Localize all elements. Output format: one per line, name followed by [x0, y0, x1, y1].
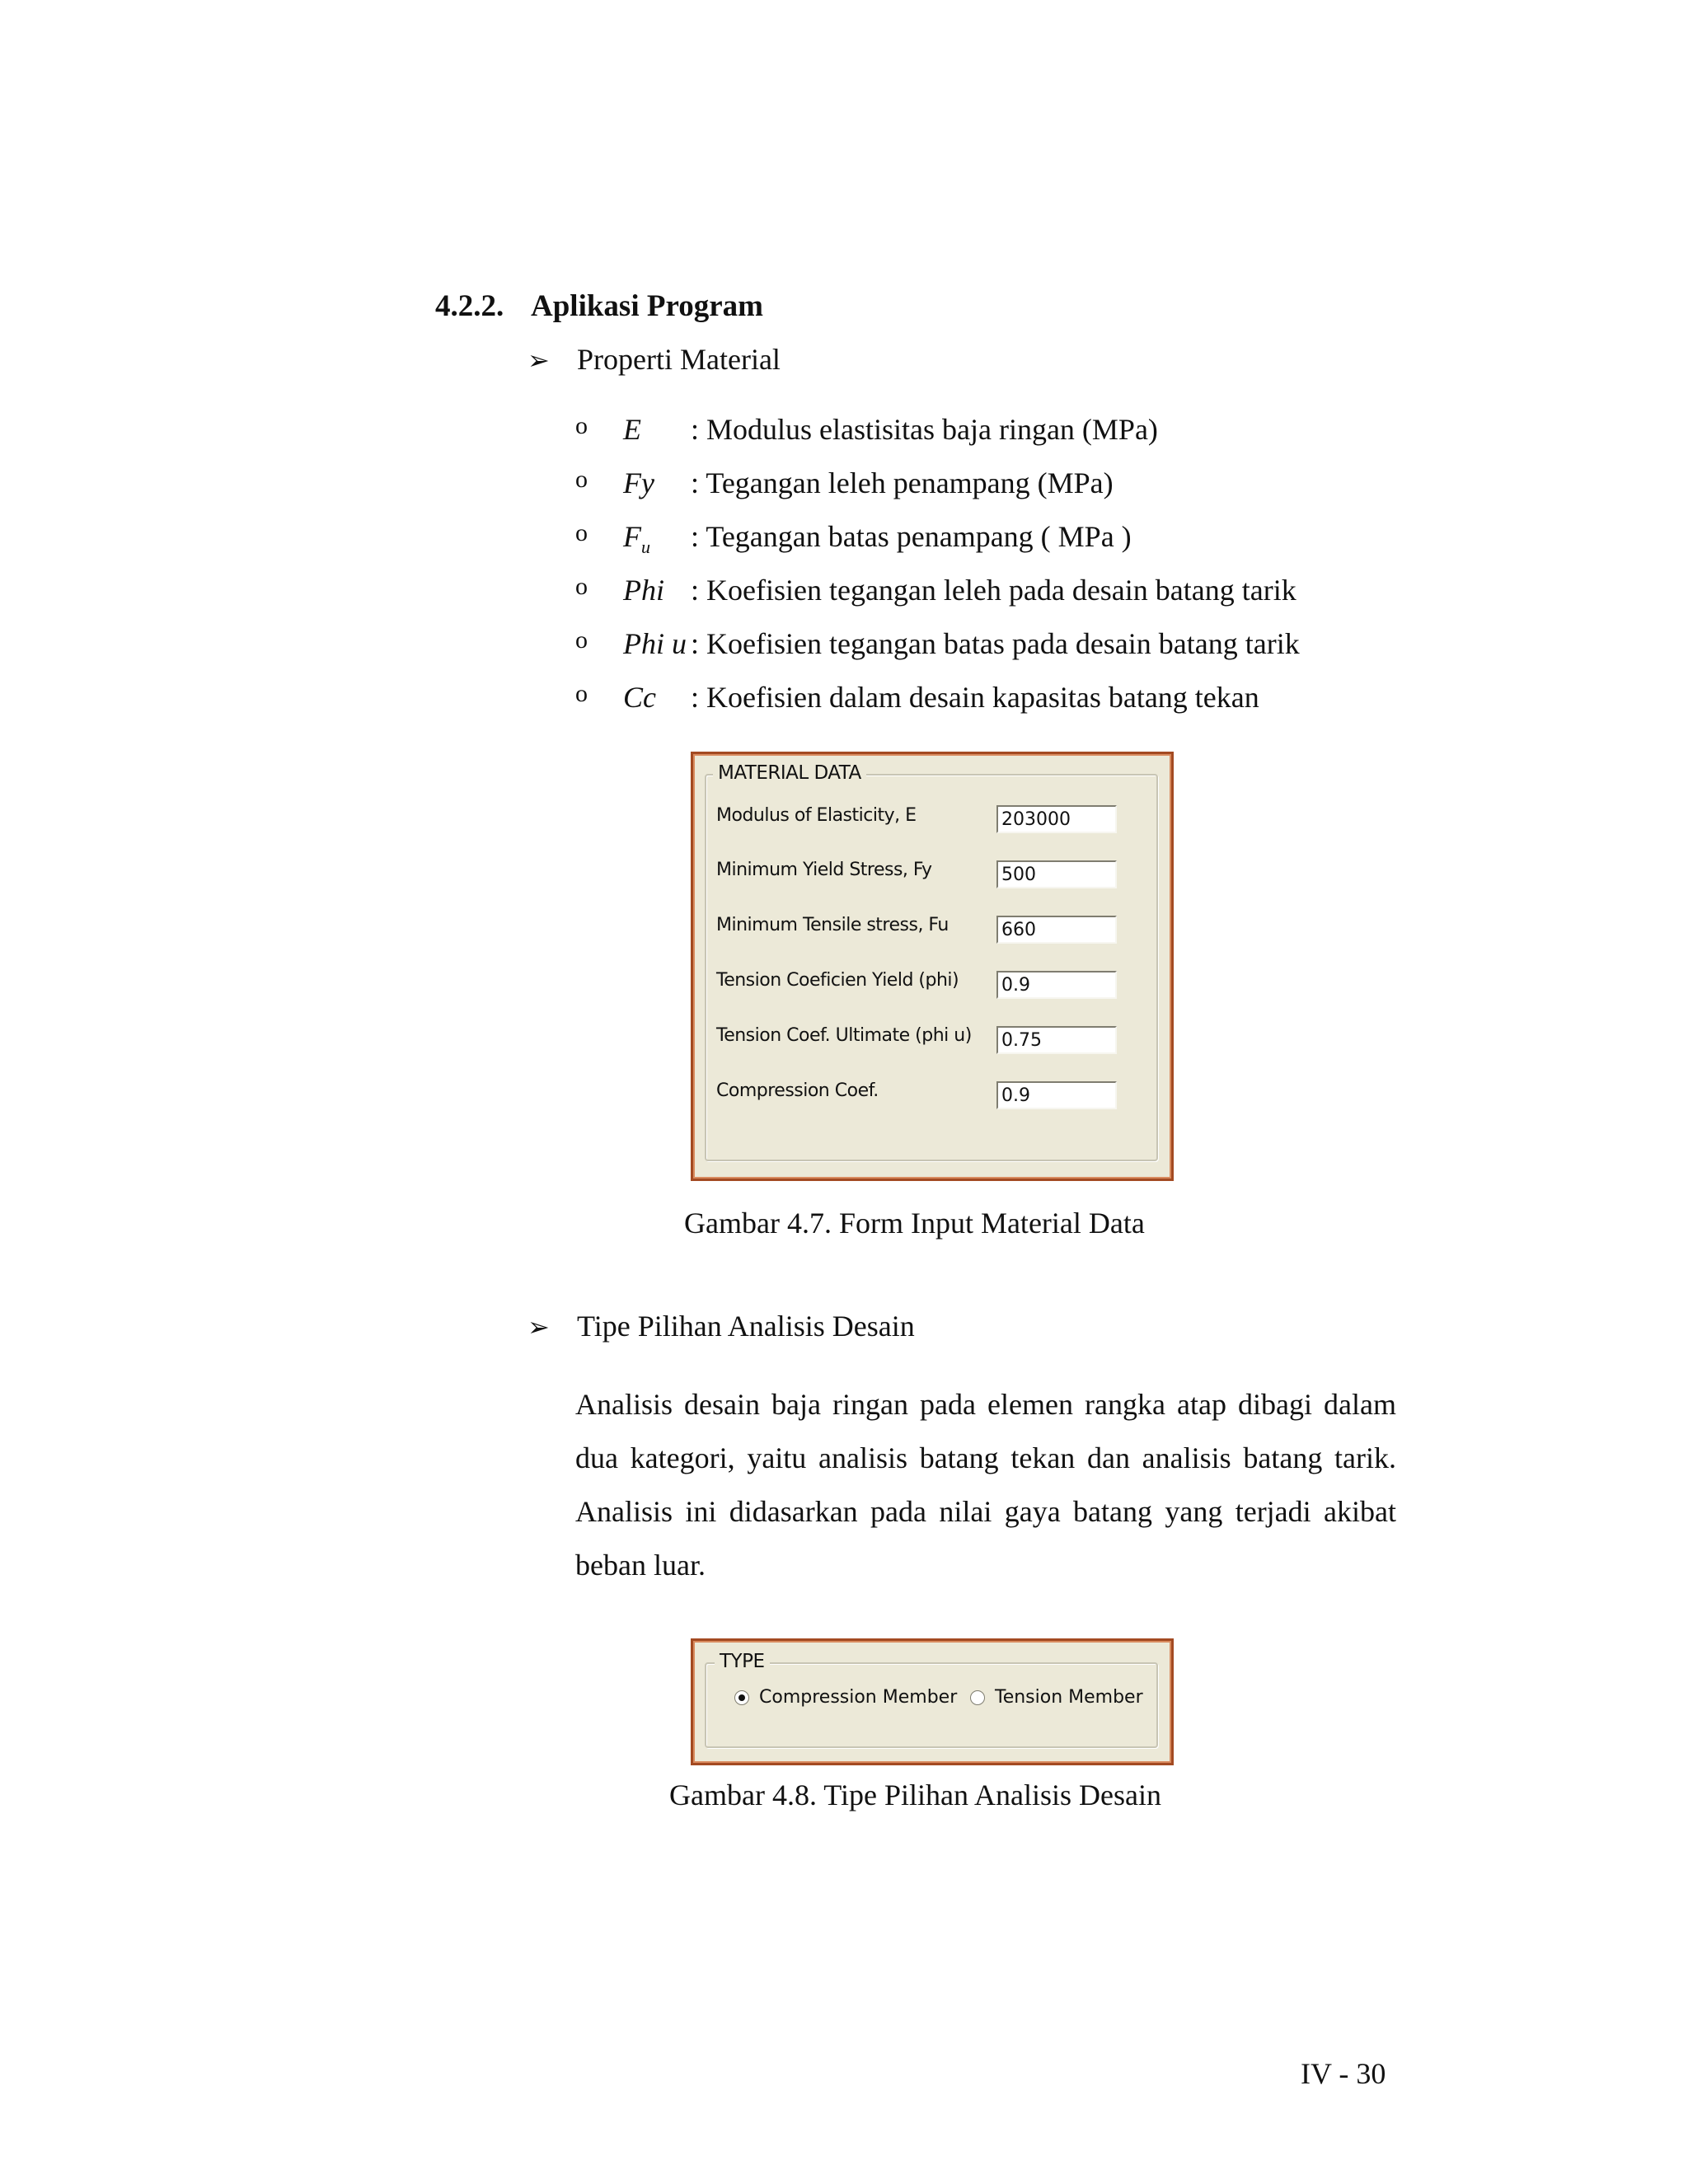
definition-description: : Koefisien dalam desain kapasitas batang tekan [691, 681, 1259, 714]
bullet-tipe-pilihan [528, 1309, 915, 1343]
circle-bullet-icon: o [575, 412, 588, 439]
bullet-label: Tipe Pilihan Analisis Desain [577, 1310, 915, 1343]
arrow-bullet-icon: ➢ [528, 344, 550, 376]
modulus-input[interactable] [996, 805, 1117, 833]
type-panel [691, 1638, 1174, 1765]
definition-description: : Modulus elastisitas baja ringan (MPa) [691, 413, 1158, 446]
arrow-bullet-icon: ➢ [528, 1311, 550, 1343]
tension-member-label: Tension Member [995, 1687, 1143, 1708]
radio-unselected-icon[interactable] [970, 1690, 985, 1705]
section-title: Aplikasi Program [531, 289, 763, 323]
circle-bullet-icon: o [575, 573, 588, 600]
tension-phi-input[interactable] [996, 971, 1117, 999]
definition-description: : Tegangan leleh penampang (MPa) [691, 466, 1114, 499]
definition-symbol: $F_u$ [623, 520, 650, 558]
definition-description: : Koefisien tegangan batas pada desain batang tarik [691, 627, 1300, 660]
yield-stress-label: Minimum Yield Stress, Fy [716, 860, 932, 880]
body-paragraph: Analisis desain baja ringan pada elemen rangka atap dibagi dalam dua kategori, yaitu analisis batang tekan dan analisis batang tarik. Analisis ini didasarkan pada nilai gaya batang yang terjadi akibat beban luar. [575, 1388, 1396, 1582]
definition-symbol: Phi [623, 574, 664, 607]
definition-description: : Tegangan batas penampang ( MPa ) [691, 520, 1132, 553]
circle-bullet-icon: o [575, 466, 588, 493]
tension-phi-label: Tension Coeficien Yield (phi) [716, 970, 959, 991]
tension-phi-u-input[interactable] [996, 1026, 1117, 1054]
definition-symbol: Phi u [623, 627, 687, 660]
compression-member-label: Compression Member [759, 1687, 958, 1708]
page-number: IV - 30 [1301, 2057, 1386, 2090]
figure-caption-4-7: Gambar 4.7. Form Input Material Data [684, 1207, 1145, 1240]
compression-coef-label: Compression Coef. [716, 1080, 879, 1101]
definition-symbol: Fy [623, 466, 654, 499]
bullet-properti-material [528, 342, 781, 377]
type-title: TYPE [715, 1651, 770, 1672]
bullet-label: Properti Material [577, 343, 781, 376]
compression-member-option[interactable] [734, 1687, 957, 1708]
tension-phi-u-label: Tension Coef. Ultimate (phi u) [716, 1025, 972, 1046]
tension-member-option[interactable] [970, 1687, 1143, 1708]
material-data-panel [691, 752, 1174, 1181]
material-data-title: MATERIAL DATA [713, 762, 866, 784]
modulus-label: Modulus of Elasticity, E [716, 805, 917, 826]
circle-bullet-icon: o [575, 626, 588, 654]
yield-stress-input[interactable] [996, 860, 1117, 888]
tensile-stress-label: Minimum Tensile stress, Fu [716, 915, 949, 935]
circle-bullet-icon: o [575, 519, 588, 546]
definition-symbol: E [623, 413, 641, 446]
radio-selected-icon[interactable] [734, 1690, 749, 1705]
section-heading [435, 288, 763, 324]
circle-bullet-icon: o [575, 680, 588, 707]
section-number: 4.2.2. [435, 289, 504, 323]
compression-coef-input[interactable] [996, 1081, 1117, 1109]
tensile-stress-input[interactable] [996, 916, 1117, 944]
definition-symbol: Cc [623, 681, 656, 714]
figure-caption-4-8: Gambar 4.8. Tipe Pilihan Analisis Desain [669, 1779, 1161, 1811]
definition-description: : Koefisien tegangan leleh pada desain batang tarik [691, 574, 1296, 607]
